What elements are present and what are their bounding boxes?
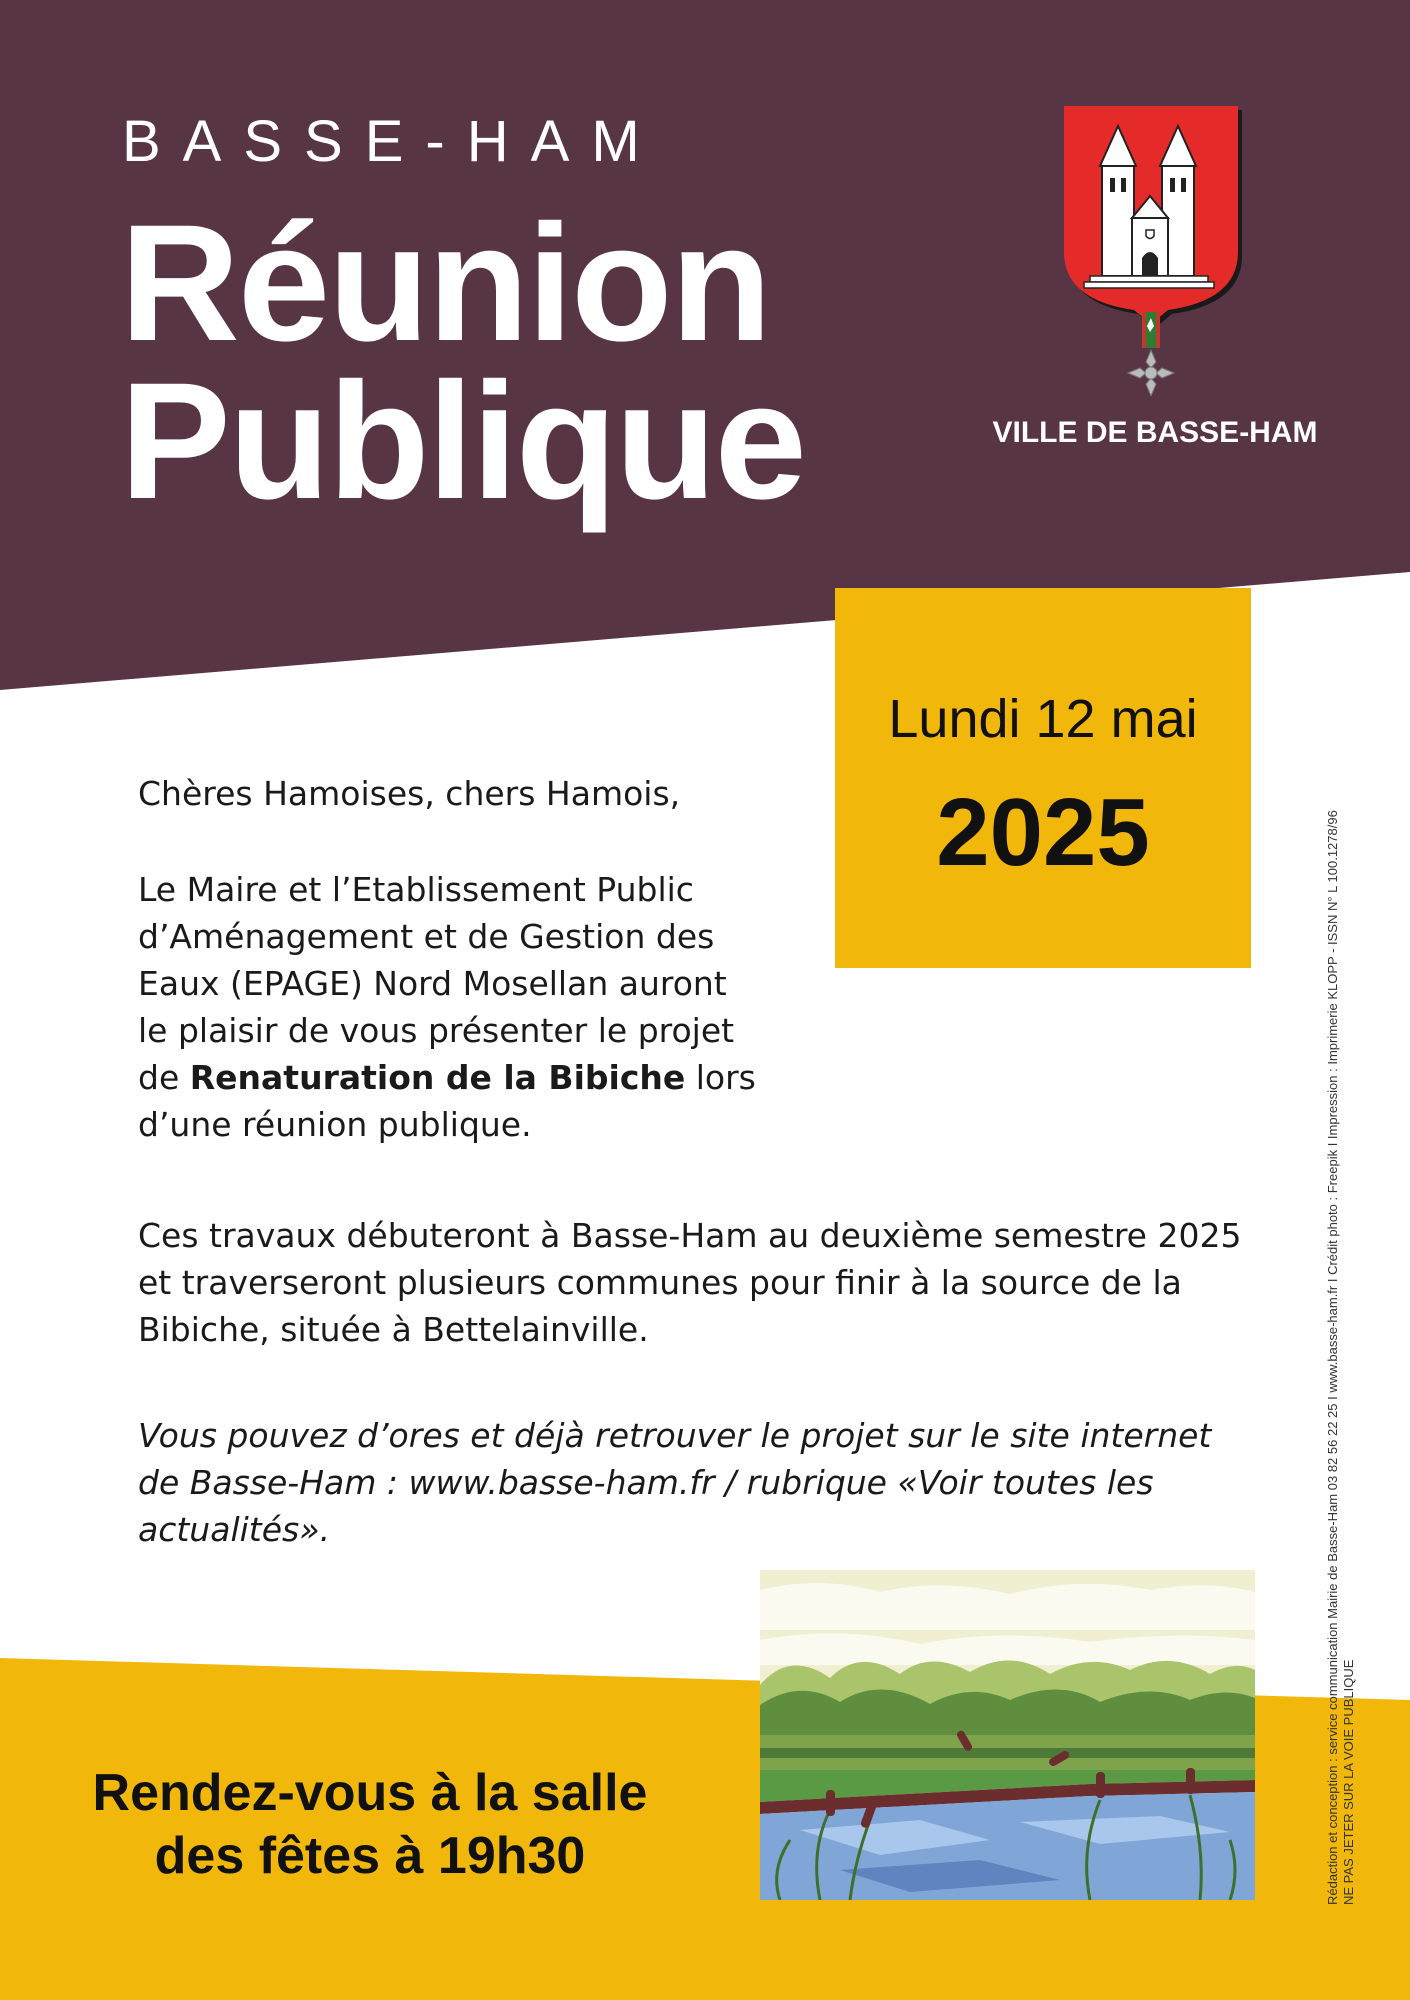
page-title: [120, 191, 805, 534]
date-box: [835, 588, 1251, 968]
rendezvous-line-1: Rendez-vous à la salle: [92, 1764, 648, 1822]
intro-text: Le Maire et l’Etablissement Public d’Aménagement et de Gestion des Eaux (EPAGE) Nord Mosellan auront le plaisir de vous présenter le projet de: [138, 870, 735, 1097]
works-paragraph: Ces travaux débuteront à Basse-Ham au deuxième semestre 2025 et traverseront plusieurs communes pour finir à la source de la Bibiche, située à Bettelainville.: [138, 1216, 1242, 1349]
intro-text-end: lors d’une réunion publique.: [138, 1058, 756, 1144]
project-name: Renaturation de la Bibiche: [189, 1058, 686, 1097]
date-day: Lundi 12 mai: [888, 689, 1198, 749]
litter-notice: NE PAS JETER SUR LA VOIE PUBLIQUE: [1341, 1659, 1356, 1905]
date-year: 2025: [936, 779, 1150, 886]
intro-paragraph: [138, 866, 758, 1148]
greeting: Chères Hamoises, chers Hamois,: [138, 774, 681, 813]
credits-line: Rédaction et conception : service communication Mairie de Basse-Ham 03 82 56 22 25 I www.basse-ham.fr I Crédit photo : Freepik I Impression : Imprimerie KLOPP - ISSN N° L 100.1278/96: [1325, 810, 1340, 1905]
website-paragraph: Vous pouvez d’ores et déjà retrouver le projet sur le site internet de Basse-Ham : www.basse-ham.fr / rubrique «Voir toutes les actualités».: [138, 1416, 1212, 1549]
rendezvous-text: [60, 1762, 680, 1888]
title-line-2: Publique: [120, 349, 805, 534]
town-name: BASSE-HAM: [122, 109, 662, 174]
rendezvous-line-2: des fêtes à 19h30: [154, 1827, 586, 1885]
coat-of-arms-icon: [1060, 106, 1250, 396]
ville-label: VILLE DE BASSE-HAM: [992, 416, 1318, 449]
title-line-1: Réunion: [120, 191, 770, 376]
river-landscape-illustration: [760, 1570, 1255, 1900]
credits-sidebar: [1325, 725, 1357, 1905]
